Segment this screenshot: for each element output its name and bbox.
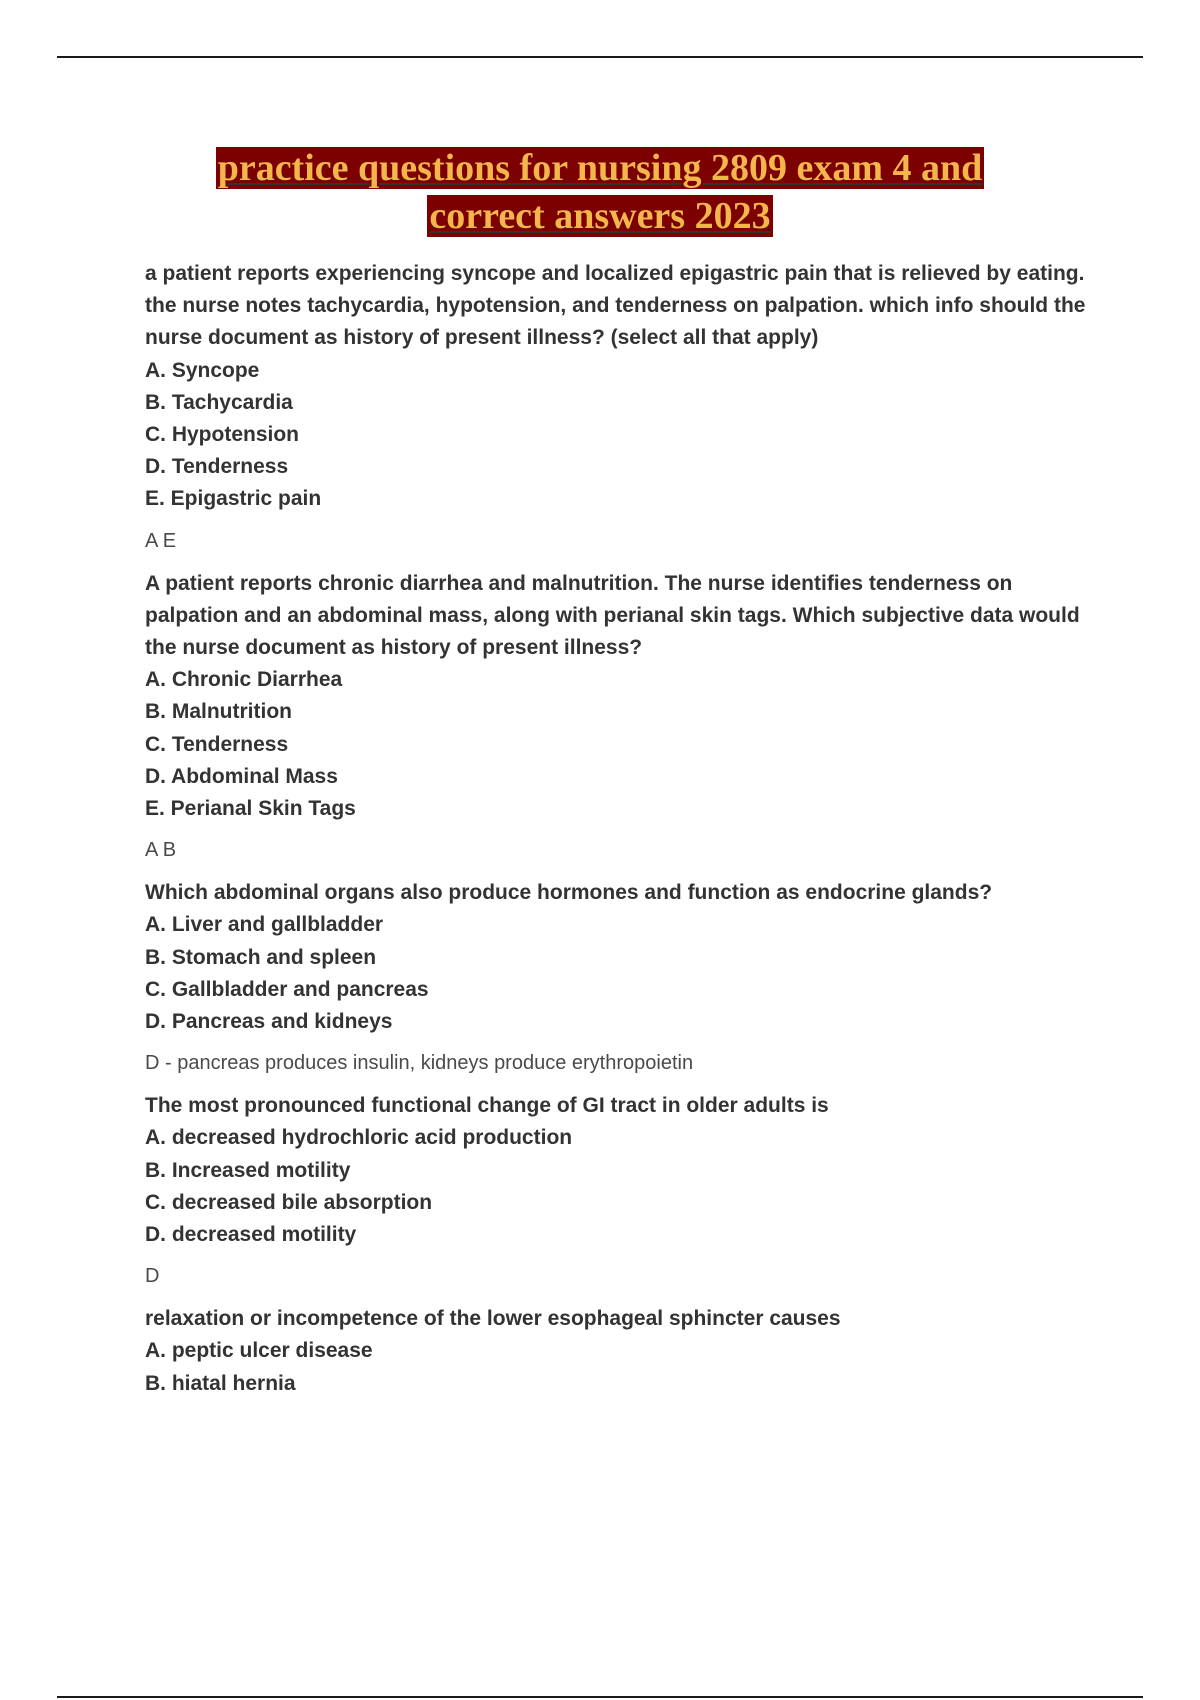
question-block <box>145 877 1105 1078</box>
answer-option: B. Increased motility <box>145 1158 351 1182</box>
answer-option: A. Chronic Diarrhea <box>145 668 343 692</box>
correct-answer: D <box>145 1265 160 1288</box>
answer-option: E. Epigastric pain <box>145 487 322 511</box>
answer-option: B. Stomach and spleen <box>145 945 377 969</box>
answer-option: A. peptic ulcer disease <box>145 1339 373 1363</box>
answer-option: C. Gallbladder and pancreas <box>145 977 429 1001</box>
answer-option: D. Pancreas and kidneys <box>145 1010 393 1034</box>
question-text: a patient reports experiencing syncope and localized epigastric pain that is relieved by eating. the nurse notes tachycardia, hypotension, and tenderness on palpation. which info should the nurse document as history of present illness? (select all that apply) <box>145 262 1086 350</box>
answer-option: A. decreased hydrochloric acid production <box>145 1126 573 1150</box>
answer-option: C. decreased bile absorption <box>145 1190 433 1214</box>
question-block <box>145 1303 1105 1400</box>
footer-rule <box>57 1696 1143 1698</box>
answer-option: B. hiatal hernia <box>145 1371 296 1395</box>
answer-option: D. Abdominal Mass <box>145 764 338 788</box>
answer-option: D. Tenderness <box>145 455 289 479</box>
correct-answer: A B <box>145 839 177 862</box>
header-rule <box>57 56 1143 58</box>
question-block <box>145 1090 1105 1291</box>
answer-option: A. Syncope <box>145 358 260 382</box>
answer-option: C. Hypotension <box>145 423 300 447</box>
document-title <box>0 144 1200 240</box>
answer-option: A. Liver and gallbladder <box>145 913 384 937</box>
answer-option: E. Perianal Skin Tags <box>145 797 356 821</box>
question-text: The most pronounced functional change of GI tract in older adults is <box>145 1094 829 1118</box>
question-text: A patient reports chronic diarrhea and malnutrition. The nurse identifies tenderness on palpation and an abdominal mass, along with perianal skin tags. Which subjective data would the nurse document as history of present illness? <box>145 571 1080 660</box>
question-block <box>145 258 1105 556</box>
correct-answer: A E <box>145 529 177 552</box>
answer-option: D. decreased motility <box>145 1223 357 1247</box>
answer-option: B. Malnutrition <box>145 700 292 724</box>
question-text: relaxation or incompetence of the lower esophageal sphincter causes <box>145 1307 841 1331</box>
question-text: Which abdominal organs also produce hormones and function as endocrine glands? <box>145 881 993 905</box>
title-line-2: correct answers 2023 <box>429 195 771 237</box>
document-body <box>145 258 1105 1400</box>
question-block <box>145 568 1105 866</box>
correct-answer: D - pancreas produces insulin, kidneys produce erythropoietin <box>145 1052 694 1075</box>
title-line-1: practice questions for nursing 2809 exam 4 and <box>217 147 983 189</box>
answer-option: C. Tenderness <box>145 732 289 756</box>
answer-option: B. Tachycardia <box>145 390 293 414</box>
